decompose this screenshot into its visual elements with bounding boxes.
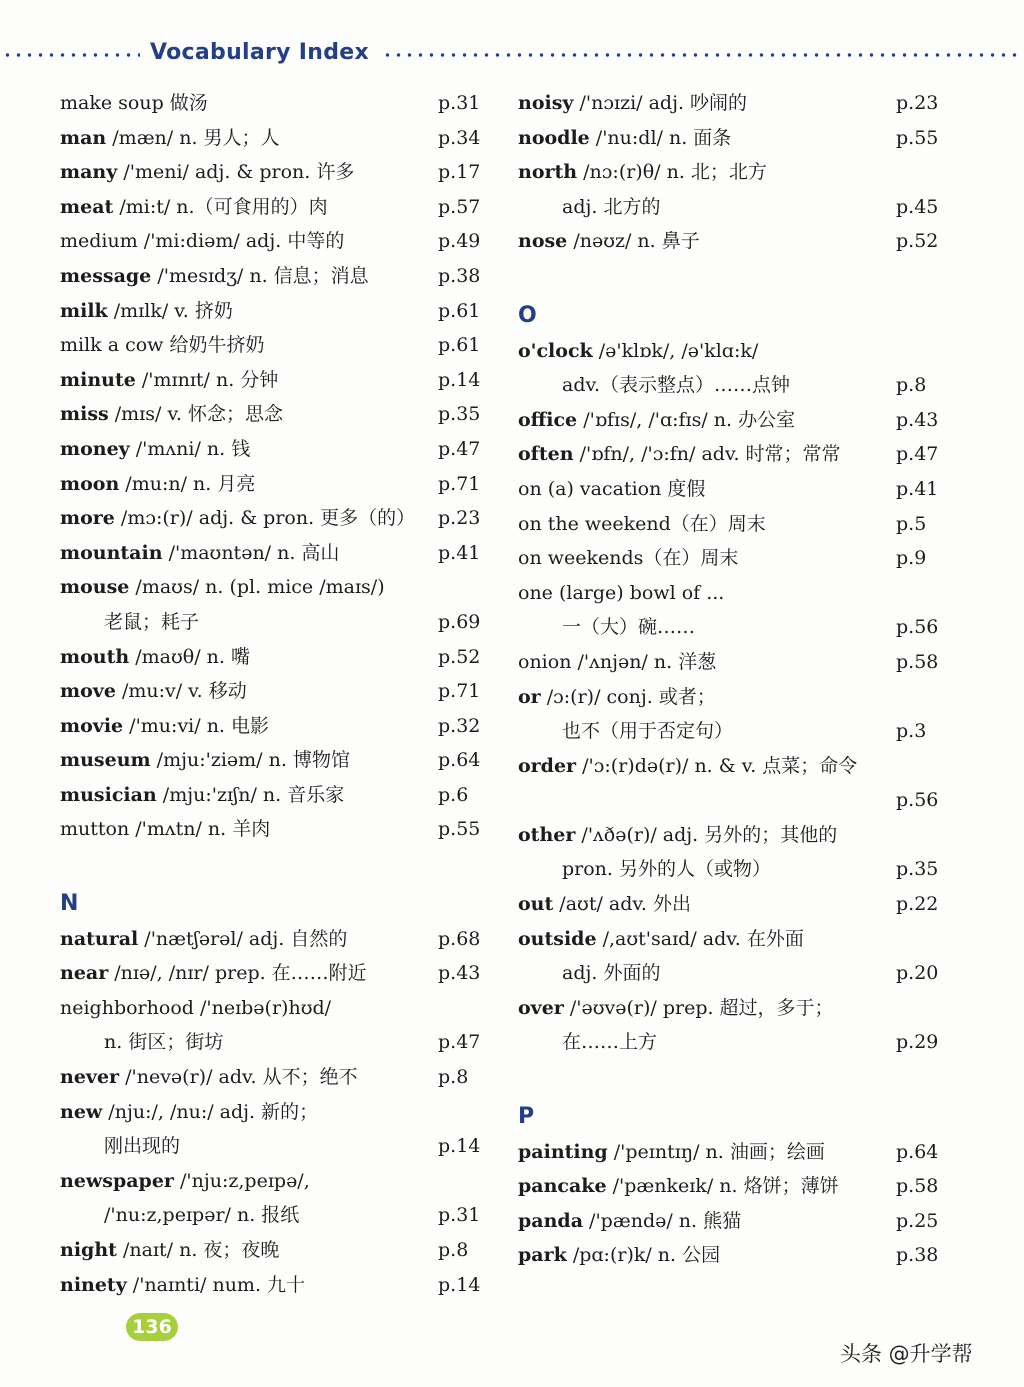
index-entry bbox=[518, 121, 948, 156]
entry-definition: /naɪt/ n. 夜；夜晚 bbox=[116, 1239, 280, 1261]
index-entry bbox=[518, 224, 948, 259]
entry-page-ref: p.64 bbox=[896, 1140, 939, 1163]
entry-headword: near bbox=[60, 962, 109, 985]
index-entry bbox=[60, 1233, 490, 1268]
entry-headword: often bbox=[518, 443, 574, 466]
index-entry bbox=[518, 887, 948, 922]
entry-headword: noisy bbox=[518, 92, 574, 114]
entry-definition: /mu:v/ v. 移动 bbox=[115, 680, 247, 703]
entry-page-ref: p.57 bbox=[438, 195, 481, 218]
entry-headword: noodle bbox=[518, 126, 590, 149]
entry-headword: never bbox=[60, 1066, 120, 1089]
index-entry-continuation bbox=[518, 190, 948, 225]
index-entry-continuation bbox=[518, 368, 948, 403]
index-entry bbox=[518, 680, 948, 715]
entry-page-ref: p.41 bbox=[896, 477, 939, 500]
entry-page-ref: p.14 bbox=[438, 368, 481, 391]
index-entry-continuation bbox=[518, 714, 948, 749]
entry-page-ref: p.55 bbox=[438, 818, 481, 841]
index-entry bbox=[60, 956, 490, 991]
index-entry bbox=[60, 674, 490, 709]
entry-headword: panda bbox=[518, 1209, 584, 1232]
index-entry bbox=[518, 922, 948, 957]
entry-page-ref: p.43 bbox=[438, 962, 481, 985]
index-entry bbox=[60, 812, 490, 847]
entry-page-ref: p.8 bbox=[896, 374, 927, 397]
entry-definition: /'meni/ adj. & pron. 许多 bbox=[117, 161, 355, 184]
entry-page-ref: p.25 bbox=[896, 1209, 939, 1232]
entry-definition: /'mu:vi/ n. 电影 bbox=[123, 714, 270, 737]
entry-page-ref: p.35 bbox=[896, 858, 939, 881]
section-gap bbox=[518, 259, 948, 294]
entry-definition: adj. 北方的 bbox=[562, 195, 661, 218]
entry-definition: /,aʊt'saɪd/ adv. 在外面 bbox=[596, 927, 804, 950]
index-entry bbox=[60, 570, 490, 605]
entry-headword: other bbox=[518, 823, 576, 846]
entry-definition: n. 街区；街坊 bbox=[104, 1031, 224, 1054]
entry-page-ref: p.20 bbox=[896, 962, 939, 985]
entry-definition: /'ɒfn/, /'ɔ:fn/ adv. 时常；常常 bbox=[573, 443, 841, 466]
entry-page-ref: p.43 bbox=[896, 408, 939, 431]
entry-definition: 也不（用于否定句） bbox=[562, 720, 734, 743]
entry-definition: /'peɪntɪŋ/ n. 油画；绘画 bbox=[607, 1140, 825, 1163]
entry-definition: one (large) bowl of ... bbox=[518, 581, 725, 604]
entry-headword: many bbox=[60, 161, 118, 184]
index-entry bbox=[60, 121, 490, 156]
entry-definition: /mju:'ziəm/ n. 博物馆 bbox=[150, 749, 350, 772]
entry-definition: make soup 做汤 bbox=[60, 92, 208, 114]
entry-page-ref: p.34 bbox=[438, 126, 481, 149]
entry-definition: /pɑ:(r)k/ n. 公园 bbox=[566, 1244, 721, 1267]
entry-headword: or bbox=[518, 685, 541, 708]
entry-headword: over bbox=[518, 996, 564, 1019]
index-entry-continuation bbox=[518, 956, 948, 991]
entry-definition: /'pænkeɪk/ n. 烙饼；薄饼 bbox=[606, 1175, 839, 1198]
entry-page-ref: p.31 bbox=[438, 1204, 481, 1227]
entry-definition: /mju:'zɪʃn/ n. 音乐家 bbox=[156, 783, 345, 806]
entry-headword: miss bbox=[60, 403, 109, 426]
entry-definition: /'pændə/ n. 熊猫 bbox=[583, 1209, 742, 1232]
entry-headword: out bbox=[518, 893, 554, 916]
header-dots-left bbox=[2, 53, 140, 57]
entry-page-ref: p.47 bbox=[896, 443, 939, 466]
index-entry bbox=[60, 467, 490, 502]
entry-headword: painting bbox=[518, 1140, 608, 1163]
index-entry bbox=[60, 709, 490, 744]
index-entry bbox=[60, 640, 490, 675]
entry-definition: /'mesɪdʒ/ n. 信息；消息 bbox=[151, 264, 369, 287]
entry-headword: movie bbox=[60, 714, 124, 737]
entry-definition: /aʊt/ adv. 外出 bbox=[553, 893, 691, 916]
index-entry bbox=[60, 86, 490, 121]
entry-page-ref: p.47 bbox=[438, 437, 481, 460]
index-entry-continuation bbox=[518, 852, 948, 887]
entry-page-ref: p.31 bbox=[438, 92, 481, 114]
index-entry-continuation bbox=[60, 605, 490, 640]
entry-definition: /'nætʃərəl/ adj. 自然的 bbox=[138, 927, 348, 950]
index-entry bbox=[518, 86, 948, 121]
entry-definition: /'nu:z,peɪpər/ n. 报纸 bbox=[104, 1204, 300, 1227]
index-entry bbox=[60, 536, 490, 571]
entry-headword: ninety bbox=[60, 1273, 127, 1296]
section-gap bbox=[60, 847, 490, 882]
entry-page-ref: p.41 bbox=[438, 541, 481, 564]
index-entry bbox=[518, 576, 948, 611]
index-entry bbox=[60, 501, 490, 536]
entry-page-ref: p.56 bbox=[896, 616, 939, 639]
entry-definition: 刚出现的 bbox=[104, 1135, 181, 1158]
index-entry bbox=[60, 224, 490, 259]
index-entry bbox=[518, 991, 948, 1026]
entry-page-ref: p.69 bbox=[438, 610, 481, 633]
entry-page-ref: p.38 bbox=[896, 1244, 939, 1267]
entry-definition: 老鼠；耗子 bbox=[104, 610, 200, 633]
entry-headword: museum bbox=[60, 749, 151, 772]
entry-definition: /'nju:z,peɪpə/, bbox=[173, 1169, 310, 1192]
section-gap bbox=[518, 1060, 948, 1095]
entry-definition: /mu:n/ n. 月亮 bbox=[119, 472, 256, 495]
entry-page-ref: p.52 bbox=[896, 230, 939, 253]
index-entry bbox=[60, 991, 490, 1026]
entry-page-ref: p.49 bbox=[438, 230, 481, 253]
index-entry bbox=[60, 328, 490, 363]
entry-headword: more bbox=[60, 507, 115, 530]
entry-page-ref: p.23 bbox=[438, 507, 481, 530]
entry-page-ref: p.58 bbox=[896, 1175, 939, 1198]
index-entry bbox=[518, 1238, 948, 1273]
entry-page-ref: p.6 bbox=[438, 783, 469, 806]
entry-page-ref: p.5 bbox=[896, 512, 927, 535]
index-entry bbox=[518, 1169, 948, 1204]
entry-headword: night bbox=[60, 1239, 117, 1261]
entry-headword: outside bbox=[518, 927, 597, 950]
index-entry bbox=[60, 294, 490, 329]
index-header bbox=[0, 40, 1024, 70]
entry-definition: /mɔ:(r)/ adj. & pron. 更多（的） bbox=[114, 507, 416, 530]
entry-headword: order bbox=[518, 754, 577, 777]
entry-page-ref: p.71 bbox=[438, 472, 481, 495]
index-entry bbox=[60, 432, 490, 467]
entry-definition: /nju:/, /nu:/ adj. 新的； bbox=[102, 1100, 319, 1123]
page-number-badge: 136 bbox=[126, 1313, 178, 1341]
entry-definition: /'maʊntən/ n. 高山 bbox=[162, 541, 340, 564]
entry-definition: /mi:t/ n.（可食用的）肉 bbox=[113, 195, 328, 218]
entry-page-ref: p.58 bbox=[896, 650, 939, 673]
entry-definition: /mɪlk/ v. 挤奶 bbox=[107, 299, 233, 322]
entry-definition: /'ɒfɪs/, /'ɑ:fɪs/ n. 办公室 bbox=[577, 408, 796, 431]
index-entry bbox=[518, 1135, 948, 1170]
index-entry-continuation bbox=[60, 1025, 490, 1060]
entry-definition: /'mʌni/ n. 钱 bbox=[129, 437, 251, 460]
index-entry bbox=[60, 259, 490, 294]
entry-definition: /maʊθ/ n. 嘴 bbox=[129, 645, 250, 668]
entry-definition: /nɪə/, /nɪr/ prep. 在……附近 bbox=[108, 962, 367, 985]
index-entry bbox=[518, 472, 948, 507]
entry-definition: /mæn/ n. 男人；人 bbox=[106, 126, 280, 149]
entry-headword: pancake bbox=[518, 1175, 607, 1198]
entry-page-ref: p.22 bbox=[896, 893, 939, 916]
entry-headword: mouth bbox=[60, 645, 130, 668]
entry-headword: newspaper bbox=[60, 1169, 174, 1192]
entry-definition: /ɔ:(r)/ conj. 或者； bbox=[540, 685, 716, 708]
entry-definition: adv.（表示整点）……点钟 bbox=[562, 374, 791, 397]
left-column bbox=[60, 86, 490, 1302]
entry-page-ref: p.29 bbox=[896, 1031, 939, 1054]
entry-definition: on weekends（在）周末 bbox=[518, 547, 739, 570]
entry-definition: adj. 外面的 bbox=[562, 962, 661, 985]
right-column bbox=[518, 86, 948, 1273]
entry-headword: moon bbox=[60, 472, 120, 495]
entry-headword: natural bbox=[60, 927, 139, 950]
index-entry bbox=[60, 363, 490, 398]
entry-page-ref: p.8 bbox=[438, 1239, 469, 1261]
entry-headword: move bbox=[60, 680, 116, 703]
entry-headword: message bbox=[60, 264, 152, 287]
index-entry bbox=[60, 190, 490, 225]
entry-page-ref: p.56 bbox=[896, 789, 939, 812]
entry-headword: mountain bbox=[60, 541, 163, 564]
entry-headword: meat bbox=[60, 195, 114, 218]
entry-page-ref: p.68 bbox=[438, 927, 481, 950]
entry-page-ref: p.45 bbox=[896, 195, 939, 218]
index-entry bbox=[60, 1164, 490, 1199]
entry-definition: /nɔ:(r)θ/ n. 北；北方 bbox=[577, 161, 767, 184]
index-entry bbox=[518, 541, 948, 576]
entry-headword: musician bbox=[60, 783, 157, 806]
entry-definition: medium /'mi:diəm/ adj. 中等的 bbox=[60, 230, 345, 253]
entry-headword: park bbox=[518, 1244, 567, 1267]
entry-page-ref: p.14 bbox=[438, 1135, 481, 1158]
entry-definition: /mɪs/ v. 怀念；思念 bbox=[108, 403, 284, 426]
entry-page-ref: p.14 bbox=[438, 1273, 481, 1296]
entry-definition: /'nɔɪzi/ adj. 吵闹的 bbox=[573, 92, 748, 114]
index-entry bbox=[60, 397, 490, 432]
entry-headword: north bbox=[518, 161, 578, 184]
entry-definition: /'ʌðə(r)/ adj. 另外的；其他的 bbox=[575, 823, 838, 846]
index-entry bbox=[518, 783, 948, 818]
entry-headword: milk bbox=[60, 299, 108, 322]
index-entry bbox=[518, 155, 948, 190]
entry-definition: mutton /'mʌtn/ n. 羊肉 bbox=[60, 818, 271, 841]
index-entry bbox=[60, 1060, 490, 1095]
entry-page-ref: p.52 bbox=[438, 645, 481, 668]
entry-definition: /'ɔ:(r)də(r)/ n. & v. 点菜；命令 bbox=[576, 754, 858, 777]
page-title: Vocabulary Index bbox=[150, 40, 369, 65]
entry-definition: on the weekend（在）周末 bbox=[518, 512, 766, 535]
index-entry-continuation bbox=[518, 1025, 948, 1060]
entry-page-ref: p.71 bbox=[438, 680, 481, 703]
index-entry bbox=[518, 334, 948, 369]
entry-definition: 一（大）碗…… bbox=[562, 616, 696, 639]
index-entry bbox=[518, 749, 948, 784]
entry-headword: office bbox=[518, 408, 578, 431]
index-entry bbox=[60, 743, 490, 778]
entry-page-ref: p.9 bbox=[896, 547, 927, 570]
entry-page-ref: p.38 bbox=[438, 264, 481, 287]
index-entry bbox=[60, 1095, 490, 1130]
entry-page-ref: p.64 bbox=[438, 749, 481, 772]
entry-definition: on (a) vacation 度假 bbox=[518, 477, 706, 500]
entry-page-ref: p.35 bbox=[438, 403, 481, 426]
entry-page-ref: p.61 bbox=[438, 299, 481, 322]
entry-page-ref: p.55 bbox=[896, 126, 939, 149]
index-entry-continuation bbox=[60, 1129, 490, 1164]
entry-definition: pron. 另外的人（或物） bbox=[562, 858, 772, 881]
entry-page-ref: p.32 bbox=[438, 714, 481, 737]
entry-definition: /nəʊz/ n. 鼻子 bbox=[567, 230, 700, 253]
entry-page-ref: p.23 bbox=[896, 92, 939, 114]
section-letter: P bbox=[518, 1103, 535, 1129]
entry-definition: /'əʊvə(r)/ prep. 超过，多于； bbox=[563, 996, 834, 1019]
section-letter: N bbox=[60, 890, 79, 916]
entry-definition: onion /'ʌnjən/ n. 洋葱 bbox=[518, 650, 717, 673]
entry-page-ref: p.61 bbox=[438, 334, 481, 357]
index-entry bbox=[518, 403, 948, 438]
entry-definition: /'naɪnti/ num. 九十 bbox=[126, 1273, 306, 1296]
entry-definition: /'nevə(r)/ adv. 从不；绝不 bbox=[119, 1066, 358, 1089]
index-entry-continuation bbox=[518, 610, 948, 645]
index-entry-continuation bbox=[60, 1198, 490, 1233]
section-letter: O bbox=[518, 302, 537, 328]
entry-headword: money bbox=[60, 437, 130, 460]
header-dots-right bbox=[382, 53, 1022, 57]
watermark: 头条 @升学帮 bbox=[840, 1342, 973, 1366]
index-entry bbox=[60, 1268, 490, 1303]
index-entry bbox=[60, 155, 490, 190]
index-entry bbox=[518, 437, 948, 472]
entry-definition: milk a cow 给奶牛挤奶 bbox=[60, 334, 265, 357]
entry-headword: man bbox=[60, 126, 107, 149]
index-entry bbox=[518, 1204, 948, 1239]
index-entry bbox=[518, 818, 948, 853]
entry-page-ref: p.8 bbox=[438, 1066, 469, 1089]
entry-page-ref: p.17 bbox=[438, 161, 481, 184]
entry-headword: new bbox=[60, 1100, 103, 1123]
entry-definition: neighborhood /'neɪbə(r)hʊd/ bbox=[60, 996, 332, 1019]
entry-definition: /'mɪnɪt/ n. 分钟 bbox=[135, 368, 279, 391]
entry-headword: mouse bbox=[60, 576, 130, 599]
entry-definition: /ə'klɒk/, /ə'klɑ:k/ bbox=[592, 339, 759, 362]
entry-definition: 在……上方 bbox=[562, 1031, 658, 1054]
entry-definition: /'nu:dl/ n. 面条 bbox=[589, 126, 732, 149]
index-entry bbox=[60, 922, 490, 957]
entry-headword: minute bbox=[60, 368, 136, 391]
entry-definition: /maʊs/ n. (pl. mice /maɪs/) bbox=[129, 576, 385, 599]
entry-headword: nose bbox=[518, 230, 568, 253]
entry-headword: o'clock bbox=[518, 339, 593, 362]
index-entry bbox=[518, 507, 948, 542]
entry-page-ref: p.47 bbox=[438, 1031, 481, 1054]
index-entry bbox=[60, 778, 490, 813]
index-entry bbox=[518, 645, 948, 680]
entry-page-ref: p.3 bbox=[896, 720, 927, 743]
